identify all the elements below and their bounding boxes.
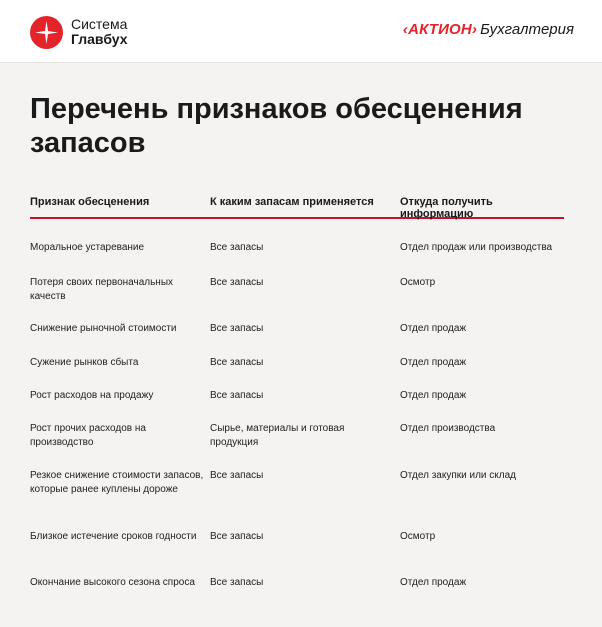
cell-sign: Моральное устаревание [30,242,145,253]
cell-applies-to: Все запасы [210,531,264,542]
cell-sign: Снижение рыночной стоимости [30,323,177,334]
table-row [30,241,564,255]
table-row [30,469,564,496]
table-row [30,322,564,336]
cell-source: Отдел производства [400,423,496,434]
cell-sign: Окончание высокого сезона спроса [30,577,195,588]
cell-applies-to: Сырье, материалы и готовая продукция [210,423,345,448]
cell-applies-to: Все запасы [210,242,264,253]
header-source: Откуда получить информацию [400,196,493,220]
table-row [30,276,564,303]
cell-source: Отдел продаж [400,577,467,588]
cell-applies-to: Все запасы [210,357,264,368]
cell-sign: Резкое снижение стоимости запасов, которые ранее куплены дороже [30,470,204,495]
logo-line1: Система [71,16,128,32]
table-row [30,576,564,590]
page-title: Перечень признаков обесценения запасов [30,93,523,159]
logo-text [71,17,128,47]
cell-sign: Потеря своих первоначальных качеств [30,277,174,302]
cell-applies-to: Все запасы [210,577,264,588]
cell-source: Отдел продаж или производства [400,242,553,253]
cell-sign: Рост прочих расходов на производство [30,423,146,448]
cell-applies-to: Все запасы [210,390,264,401]
cell-source: Отдел закупки или склад [400,470,516,481]
logo-mark-icon [30,16,63,49]
cell-source: Осмотр [400,531,436,542]
brand-aktion: ‹АКТИОН› [402,21,478,38]
table-row [30,389,564,403]
impairment-table [30,196,564,588]
cell-sign: Близкое истечение сроков годности [30,531,197,542]
table-row [30,356,564,370]
logo-line2: Главбух [71,31,128,47]
cell-applies-to: Все запасы [210,470,264,481]
header-sign: Признак обесценения [30,196,150,208]
table-header [30,196,564,219]
cell-source: Отдел продаж [400,357,467,368]
brand-buhgalteriya: Бухгалтерия [480,21,574,38]
header-bar [0,0,602,63]
cell-source: Осмотр [400,277,436,288]
table-row [30,422,564,449]
cell-applies-to: Все запасы [210,323,264,334]
cell-sign: Сужение рынков сбыта [30,357,139,368]
aktion-buhgalteriya-logo[interactable] [403,21,574,38]
cell-source: Отдел продаж [400,390,467,401]
cell-sign: Рост расходов на продажу [30,390,154,401]
table-row [30,530,564,544]
cell-source: Отдел продаж [400,323,467,334]
sistema-glavbukh-logo[interactable] [30,15,128,49]
cell-applies-to: Все запасы [210,277,264,288]
header-applies-to: К каким запасам применяется [210,196,374,208]
